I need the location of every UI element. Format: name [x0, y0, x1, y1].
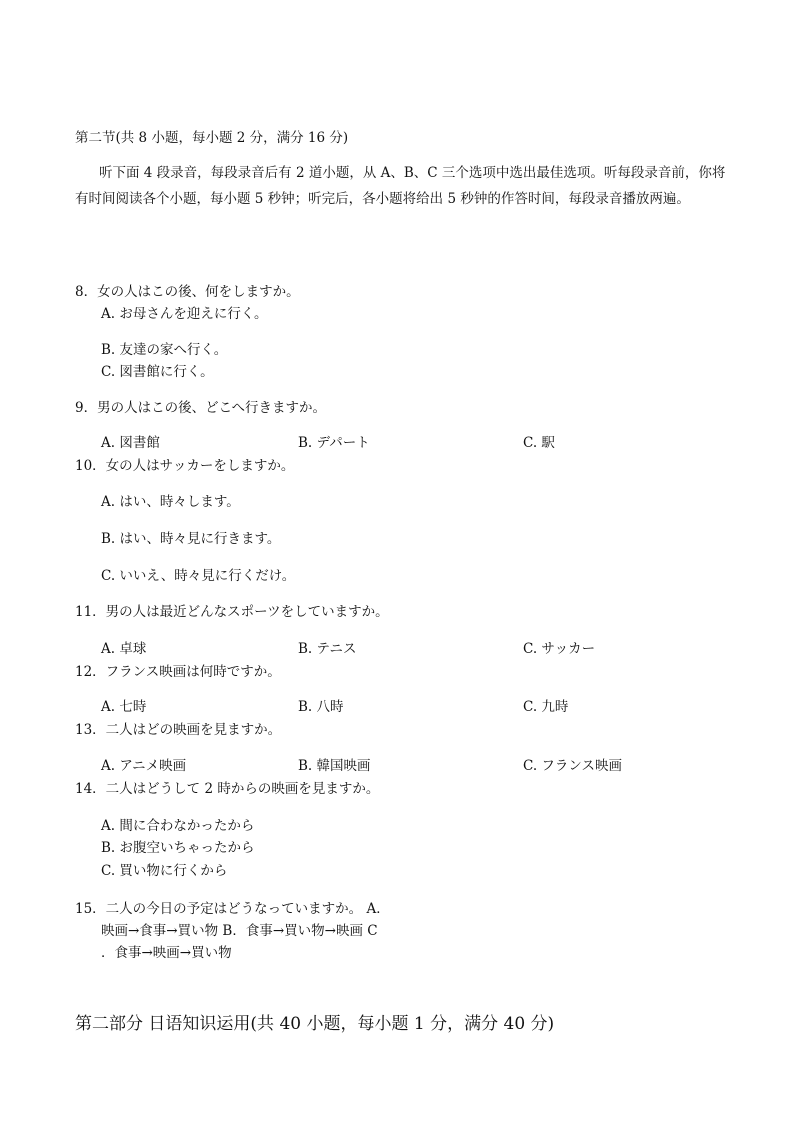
- q8-option-b: B. 友達の家へ行く。: [101, 342, 228, 358]
- q8-option-c: C. 図書館に行く。: [101, 364, 214, 380]
- q13-option-a: A. アニメ映画: [101, 758, 187, 774]
- question-8: 8．女の人はこの後、何をしますか。: [75, 284, 300, 300]
- q12-option-b: B. 八時: [298, 699, 344, 715]
- q14-option-a: A. 間に合わなかったから: [101, 818, 255, 834]
- q8-option-a: A. お母さんを迎えに行く。: [101, 306, 268, 322]
- q11-option-c: C. サッカー: [523, 641, 596, 657]
- question-13: 13．二人はどの映画を見ますか。: [75, 722, 282, 738]
- question-12: 12．フランス映画は何時ですか。: [75, 664, 281, 680]
- q14-option-b: B. お腹空いちゃったから: [101, 840, 255, 856]
- q13-option-b: B. 韓国映画: [298, 758, 371, 774]
- q14-option-c: C. 買い物に行くから: [101, 863, 228, 879]
- question-11: 11．男の人は最近どんなスポーツをしていますか。: [75, 604, 389, 620]
- q9-option-b: B. デパート: [298, 435, 370, 451]
- q11-option-b: B. テニス: [298, 641, 357, 657]
- question-15: 15．二人の今日の予定はどうなっていますか。 A．: [75, 901, 390, 917]
- q15-options-line-1: 映画→食事→買い物 B．食事→買い物→映画 C: [101, 923, 378, 939]
- q10-option-c: C. いいえ、時々見に行くだけ。: [101, 568, 296, 584]
- q10-option-a: A. はい、時々します。: [101, 494, 240, 510]
- q10-option-b: B. はい、時々見に行きます。: [101, 531, 281, 547]
- q9-option-c: C. 駅: [523, 435, 555, 451]
- part-two-title: 第二部分 日语知识运用(共 40 小题，每小题 1 分，满分 40 分): [75, 1014, 555, 1034]
- q9-option-a: A. 図書館: [101, 435, 160, 451]
- section-title: 第二节(共 8 小题，每小题 2 分，满分 16 分): [75, 130, 349, 146]
- q11-option-a: A. 卓球: [101, 641, 147, 657]
- question-10: 10．女の人はサッカーをしますか。: [75, 458, 295, 474]
- question-9: 9．男の人はこの後、どこへ行きますか。: [75, 400, 327, 416]
- section-instructions: 听下面 4 段录音，每段录音后有 2 道小题，从 A、B、C 三个选项中选出最佳选项。听每段录音前，你将有时间阅读各个小题，每小题 5 秒钟；听完后，各小题将给出 5 秒钟的作答时间，每段录音播放两遍。: [75, 165, 726, 207]
- q15-options-line-2: ．食事→映画→買い物: [101, 945, 232, 961]
- q12-option-c: C. 九時: [523, 699, 569, 715]
- q12-option-a: A. 七時: [101, 699, 147, 715]
- q13-option-c: C. フランス映画: [523, 758, 623, 774]
- question-14: 14．二人はどうして 2 時からの映画を見ますか。: [75, 781, 380, 797]
